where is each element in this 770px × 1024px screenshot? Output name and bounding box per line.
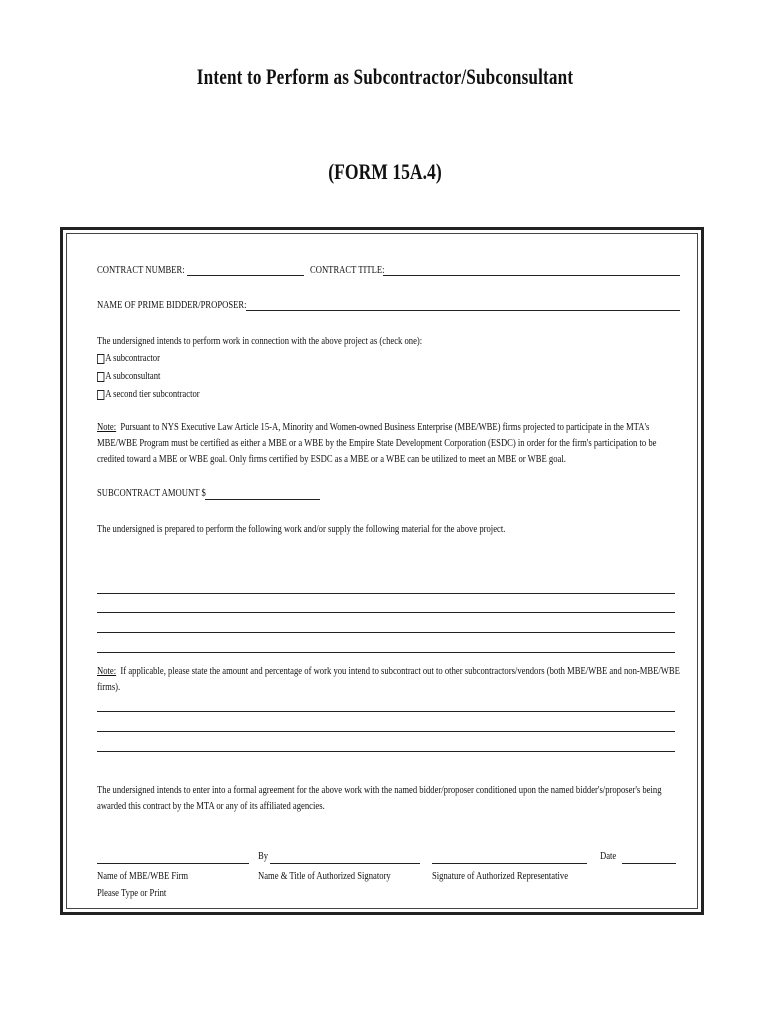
prime-bidder-label: NAME OF PRIME BIDDER/PROPOSER: — [97, 300, 247, 311]
signatory-field[interactable] — [270, 863, 420, 864]
subcontract-line-3[interactable] — [97, 751, 675, 752]
firm-name-sublabel: Please Type or Print — [97, 888, 167, 899]
option-subconsultant[interactable] — [97, 372, 160, 383]
option-second-tier-label: A second tier subcontractor — [105, 389, 200, 400]
option-subconsultant-label: A subconsultant — [105, 371, 161, 382]
note-subcontracting — [97, 664, 684, 696]
note-certification — [97, 420, 684, 468]
form-title: Intent to Perform as Subcontractor/Subconsultant — [196, 64, 574, 89]
signatory-label: Name & Title of Authorized Signatory — [258, 871, 391, 882]
option-subcontractor[interactable] — [97, 354, 160, 365]
note-subcontracting-label: Note: — [97, 666, 117, 677]
note-certification-text: Pursuant to NYS Executive Law Article 15-A, Minority and Women-owned Business Enterprise (MBE/WBE) firms projected to participate in the MTA's MBE/WBE Program must be certified as either a MBE or a WBE by the Empire State Development Corporation (ESDC) in order for the firm's participation to be credited toward a MBE or WBE goal. Only firms certified by ESDC as a MBE or a WBE can be utilized to meet an MBE or WBE goal. — [97, 422, 657, 465]
option-subcontractor-label: A subcontractor — [105, 353, 160, 364]
option-second-tier[interactable] — [97, 390, 200, 401]
note-certification-label: Note: — [97, 422, 117, 433]
checkbox-subconsultant[interactable] — [97, 372, 104, 382]
form-number: (FORM 15A.4) — [328, 159, 442, 184]
signature-field[interactable] — [432, 863, 587, 864]
signature-label: Signature of Authorized Representative — [432, 871, 569, 882]
work-line-3[interactable] — [97, 632, 675, 633]
checkbox-subcontractor[interactable] — [97, 354, 104, 364]
work-line-2[interactable] — [97, 612, 675, 613]
work-line-1[interactable] — [97, 593, 675, 594]
subcontract-line-1[interactable] — [97, 711, 675, 712]
work-line-4[interactable] — [97, 652, 675, 653]
prepared-text: The undersigned is prepared to perform the following work and/or supply the following material for the above project. — [97, 524, 506, 535]
date-label: Date — [600, 851, 617, 862]
contract-number-label: CONTRACT NUMBER: — [97, 265, 185, 276]
prime-bidder-field[interactable] — [246, 310, 680, 311]
subcontract-line-2[interactable] — [97, 731, 675, 732]
date-field[interactable] — [622, 863, 676, 864]
note-subcontracting-text: If applicable, please state the amount and percentage of work you intend to subcontract out to other subcontractors/vendors (both MBE/WBE and non-MBE/WBE firms). — [97, 666, 680, 693]
agreement-text: The undersigned intends to enter into a formal agreement for the above work with the named bidder/proposer conditioned upon the named bidder's/proposer's being awarded this contract by the MTA or any of its affiliated agencies. — [97, 785, 662, 812]
contract-title-field[interactable] — [383, 275, 680, 276]
by-label: By — [258, 851, 269, 862]
subcontract-amount-label: SUBCONTRACT AMOUNT $ — [97, 488, 206, 499]
subcontract-amount-field[interactable] — [205, 499, 320, 500]
intent-text: The undersigned intends to perform work in connection with the above project as (check one): — [97, 336, 423, 347]
firm-name-label: Name of MBE/WBE Firm — [97, 871, 189, 882]
firm-name-field[interactable] — [97, 863, 249, 864]
checkbox-second-tier[interactable] — [97, 390, 104, 400]
contract-number-field[interactable] — [187, 275, 304, 276]
contract-title-label: CONTRACT TITLE: — [310, 265, 385, 276]
